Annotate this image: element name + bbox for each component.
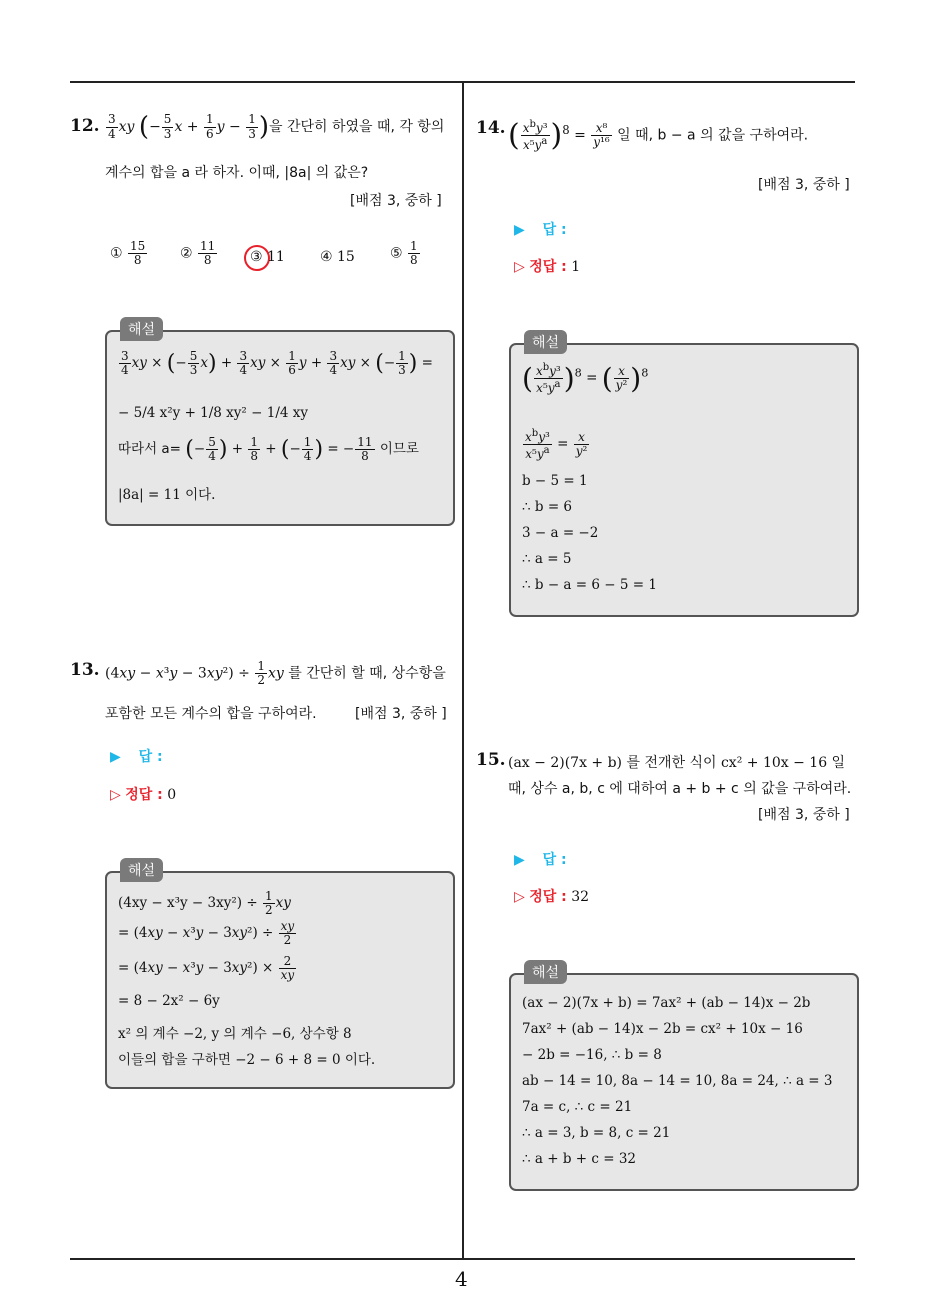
explanation-line6: ∴ a = 5: [522, 551, 572, 567]
explanation-line5: x² 의 계수 −2, y 의 계수 −6, 상수항 8: [118, 1026, 352, 1042]
question-text-line1: $\frac{3}{4}$ xy (− $\frac{5}{3}$ x + $\frac{1}{6}$ y − $\frac{1}{3}$ )을 간단히 하였을 때, 각 항의: [108, 112, 445, 142]
question-text-line1: (ax − 2)(7x + b) 를 전개한 식이 cx² + 10x − 16 일: [508, 755, 846, 771]
explanation-line6: ∴ a = 3, b = 8, c = 21: [522, 1125, 671, 1141]
explanation-tag: 해설: [524, 330, 567, 354]
explanation-line4: ∴ b = 6: [522, 499, 573, 515]
explanation-line7: ∴ b − a = 6 − 5 = 1: [522, 577, 657, 593]
question-text-line2: 때, 상수 a, b, c 에 대하여 a + b + c 의 값을 구하여라.: [508, 781, 852, 797]
play-triangle-icon: ▶: [110, 749, 121, 765]
explanation-line2: = (4xy − x³y − 3xy²) ÷ $\frac{xy}{2}$: [118, 919, 295, 948]
question-number: 12.: [70, 116, 100, 136]
explanation-line1: ( $\frac{x^by^3}{x^5y^a}$ )$^8$ = ( $\frac{x}{\text{y²}}$ )$^8$: [522, 362, 649, 396]
explanation-line2: $\frac{x^by^3}{x^5y^a}$ = $\frac{x}{\text{y²}}$: [525, 428, 588, 462]
score-meta: [배점 3, 중하 ]: [350, 193, 442, 209]
question-number: 14.: [476, 118, 506, 138]
explanation-line5: 7a = c, ∴ c = 21: [522, 1099, 633, 1115]
question-text-line1: (4xy − x³y − 3xy²) ÷ $\frac{1}{2}$ xy 를 간단히 할 때, 상수항을: [105, 659, 446, 688]
outline-triangle-icon: ▷: [514, 889, 525, 905]
explanation-line4: |8a| = 11 이다.: [118, 487, 216, 503]
explanation-line4: = 8 − 2x² − 6y: [118, 993, 220, 1009]
explanation-line7: ∴ a + b + c = 32: [522, 1151, 636, 1167]
question-text-line2: 계수의 합을 a 라 하자. 이때, |8a| 의 값은?: [105, 165, 369, 181]
explanation-line1: (4xy − x³y − 3xy²) ÷ $\frac{1}{2}$ xy: [118, 889, 291, 918]
explanation-line4: ab − 14 = 10, 8a − 14 = 10, 8a = 24, ∴ a = 3: [522, 1073, 833, 1089]
answer-row[interactable]: ▶ 답 :: [514, 222, 567, 238]
explanation-tag: 해설: [120, 858, 163, 882]
play-triangle-icon: ▶: [514, 852, 525, 868]
choice-2[interactable]: ② $\frac{11}{8}$: [180, 239, 216, 268]
choice-1[interactable]: ① $\frac{15}{8}$: [110, 239, 146, 268]
explanation-line3: − 2b = −16, ∴ b = 8: [522, 1047, 662, 1063]
bottom-rule: [70, 1258, 855, 1260]
question-number: 13.: [70, 660, 100, 680]
choice-4[interactable]: ④ 15: [320, 249, 355, 265]
column-divider: [462, 83, 464, 1259]
correct-answer-row: ▷ 정답 : 1: [514, 259, 581, 275]
outline-triangle-icon: ▷: [110, 787, 121, 803]
answer-row[interactable]: ▶ 답 :: [110, 749, 163, 765]
explanation-line3: = (4xy − x³y − 3xy²) × $\frac{2}{xy}$: [118, 954, 295, 983]
score-meta: [배점 3, 중하 ]: [355, 706, 447, 722]
explanation-line1: (ax − 2)(7x + b) = 7ax² + (ab − 14)x − 2b: [522, 995, 811, 1011]
explanation-line3: b − 5 = 1: [522, 473, 588, 489]
question-number: 15.: [476, 750, 506, 770]
correct-answer-row: ▷ 정답 : 32: [514, 889, 590, 905]
explanation-line2: 7ax² + (ab − 14)x − 2b = cx² + 10x − 16: [522, 1021, 803, 1037]
explanation-line6: 이들의 합을 구하면 −2 − 6 + 8 = 0 이다.: [118, 1052, 376, 1068]
question-text-suffix: 을 간단히 하였을 때, 각 항의: [268, 119, 445, 135]
explanation-line3: 따라서 a= (− $\frac{5}{4}$ ) + $\frac{1}{8}$ + (− $\frac{1}{4}$ ) = − $\frac{11}{8}$ 이므로: [118, 435, 419, 464]
question-text-line1: ( $\frac{x^by^3}{x^5y^a}$ )$^8$ = $\frac{\text{x⁸}}{\text{y¹⁶}}$ 일 때, b − a 의 값을 구하여라.: [508, 118, 809, 153]
correct-answer-row: ▷ 정답 : 0: [110, 787, 177, 803]
explanation-line2: − 5/4 x²y + 1/8 xy² − 1/4 xy: [118, 405, 308, 421]
answer-row[interactable]: ▶ 답 :: [514, 852, 567, 868]
explanation-line5: 3 − a = −2: [522, 525, 599, 541]
page-number: 4: [455, 1267, 468, 1291]
outline-triangle-icon: ▷: [514, 259, 525, 275]
choice-5[interactable]: ⑤ $\frac{1}{8}$: [390, 239, 418, 268]
explanation-line1: $\frac{3}{4}$ xy × (− $\frac{5}{3}$ x) + $\frac{3}{4}$ xy × $\frac{1}{6}$ y + $\frac{3}{4}$ xy × (− $\frac{1}{3}$ ) =: [121, 349, 433, 378]
question-text-line2: 포함한 모든 계수의 합을 구하여라.: [105, 706, 317, 722]
score-meta: [배점 3, 중하 ]: [758, 807, 850, 823]
score-meta: [배점 3, 중하 ]: [758, 177, 850, 193]
play-triangle-icon: ▶: [514, 222, 525, 238]
choice-3[interactable]: ③ 11: [250, 249, 285, 265]
explanation-tag: 해설: [120, 317, 163, 341]
explanation-tag: 해설: [524, 960, 567, 984]
